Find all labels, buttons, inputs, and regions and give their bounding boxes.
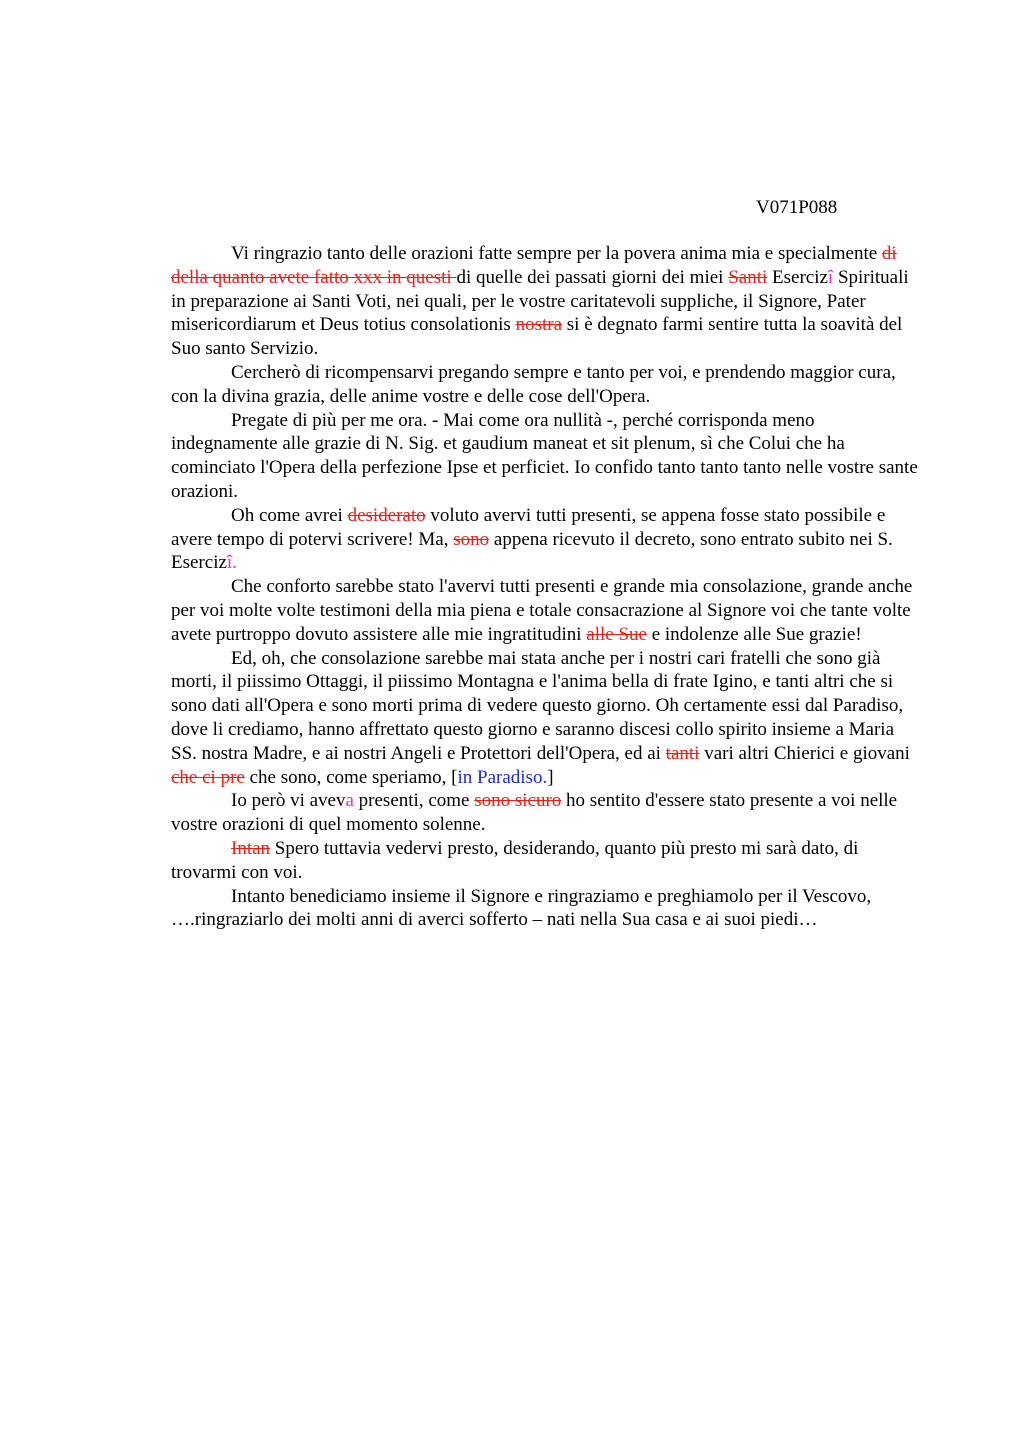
- text-segment: presenti, come: [353, 790, 475, 812]
- text-segment: e indolenze alle Sue grazie!: [646, 623, 862, 645]
- paragraph: [171, 885, 923, 933]
- deleted-text: che ci pre: [171, 766, 245, 788]
- text-segment: Ed, oh, che consolazione sarebbe mai stata anche per i nostri cari fratelli che sono già morti, il piissimo Ottaggi, il piissimo Montagna e l'anima bella di frate Igino, e tanti altri che si sono dati all'Opera e sono morti prima di vedere questo giorno. Oh certamente essi dal Paradiso, dove li crediamo, hanno affrettato questo giorno e saranno discesi collo spirito insieme a Maria SS. nostra Madre, e ai nostri Angeli e Protettori dell'Opera, ed ai: [171, 647, 904, 764]
- text-segment: ]: [547, 766, 554, 788]
- text-segment: Che conforto sarebbe stato l'avervi tutti presenti e grande mia consolazione, grande anche per voi molte volte testimoni della mia piena e totale consacrazione al Signore voi che tante volte avete purtroppo dovuto assistere alle mie ingratitudini: [171, 576, 913, 645]
- editorial-note: in Paradiso.: [457, 766, 548, 788]
- deleted-text: sono: [453, 528, 490, 550]
- text-segment: ho sentito d'essere stato presente a voi nelle vostre orazioni di quel momento solenne.: [171, 790, 898, 836]
- deleted-text: tanti: [665, 742, 700, 764]
- paragraph: [171, 409, 923, 504]
- inserted-mark: a: [345, 790, 354, 812]
- page-identifier: V071P088: [756, 197, 838, 218]
- paragraph: [171, 575, 923, 646]
- text-segment: che sono, come speriamo, [: [244, 766, 458, 788]
- text-segment: Oh come avrei: [231, 504, 348, 526]
- deleted-text: sono sicuro: [474, 790, 562, 812]
- deleted-text: di della quanto avete fatto xxx in questi: [171, 243, 897, 288]
- text-segment: Intanto benediciamo insieme il Signore e ringraziamo e preghiamolo per il Vescovo, ….ringraziarlo dei molti anni di averci sofferto – nati nella Sua casa e ai suoi piedi…: [171, 885, 872, 931]
- paragraph: [171, 837, 923, 885]
- paragraph: [171, 361, 923, 409]
- deleted-text: Santi: [728, 266, 768, 288]
- text-segment: appena ricevuto il decreto, sono entrato subito nei S. Esercizî.: [171, 528, 893, 574]
- text-segment: voluto avervi tutti presenti, se appena fosse stato possibile e avere tempo di potervi scrivere! Ma,: [171, 504, 886, 550]
- text-segment: si è degnato farmi sentire tutta la soavità del Suo santo Servizio.: [171, 314, 903, 360]
- text-segment: di quelle dei passati giorni dei miei: [456, 266, 729, 288]
- text-segment: Esercizî: [767, 266, 834, 288]
- deleted-text: Intan: [231, 837, 271, 859]
- text-segment: Pregate di più per me ora. - Mai come ora nullità -, perché corrisponda meno indegnamente alle grazie di N. Sig. et gaudium maneat et sit plenum, sì che Colui che ha cominciato l'Opera della perfezione Ipse et perficiet. Io confido tanto tanto tanto nelle vostre sante orazioni.: [171, 409, 918, 502]
- inserted-mark: î: [827, 266, 834, 288]
- text-segment: vari altri Chierici e giovani: [699, 742, 910, 764]
- deleted-text: desiderato: [347, 504, 426, 526]
- paragraph: [171, 504, 923, 575]
- text-segment: Cercherò di ricompensarvi pregando sempre e tanto per voi, e prendendo maggior cura, con la divina grazia, delle anime vostre e delle cose dell'Opera.: [171, 361, 896, 407]
- text-segment: Io però vi avev: [231, 790, 346, 812]
- text-segment: Spero tuttavia vedervi presto, desiderando, quanto più presto mi sarà dato, di trovarmi con voi.: [171, 837, 859, 883]
- paragraph: [171, 242, 923, 361]
- deleted-text: alle Sue: [586, 623, 647, 645]
- paragraph: [171, 789, 923, 837]
- text-segment: Vi ringrazio tanto delle orazioni fatte sempre per la povera anima mia e specialmente: [231, 243, 882, 264]
- text-segment: Spirituali in preparazione ai Santi Voti, nei quali, per le vostre caritatevoli suppliche, il Signore, Pater misericordiarum et Deus totius consolationis: [171, 266, 909, 336]
- deleted-text: nostra: [515, 314, 563, 336]
- letter-body: [171, 242, 923, 932]
- paragraph: [171, 647, 923, 790]
- inserted-mark: î.: [226, 552, 237, 574]
